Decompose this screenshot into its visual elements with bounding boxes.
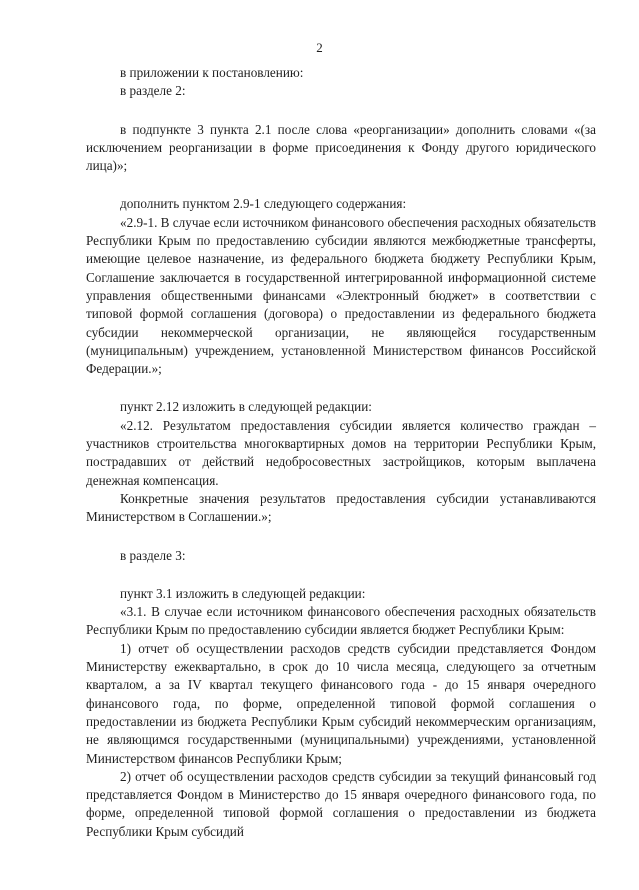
document-body bbox=[86, 64, 596, 841]
paragraph: пункт 3.1 изложить в следующей редакции: bbox=[120, 585, 366, 601]
paragraph: пункт 2.12 изложить в следующей редакции: bbox=[120, 399, 372, 415]
spacer bbox=[86, 101, 596, 121]
paragraph: 2) отчет об осуществлении расходов средств субсидии за текущий финансовый год представляется Фондом в Министерство до 15 января очередного финансового года, по форме, определенной типовой формой соглашения о предоставлении из бюджета Республики Крым субсидий bbox=[86, 768, 596, 839]
paragraph: в разделе 2: bbox=[120, 83, 186, 99]
spacer bbox=[86, 527, 596, 547]
paragraph: «3.1. В случае если источником финансового обеспечения расходных обязательств Республики Крым по предоставлению субсидии является бюджет Республики Крым: bbox=[86, 604, 596, 638]
spacer bbox=[86, 175, 596, 195]
page-number: 2 bbox=[316, 40, 323, 55]
paragraph: в подпункте 3 пункта 2.1 после слова «реорганизации» дополнить словами «(за исключением реорганизации в форме присоединения к Фонду другого юридического лица)»; bbox=[86, 121, 596, 174]
paragraph: в приложении к постановлению: bbox=[120, 65, 304, 80]
paragraph: дополнить пунктом 2.9-1 следующего содержания: bbox=[120, 196, 407, 212]
paragraph: «2.12. Результатом предоставления субсидии является количество граждан – участников строительства многоквартирных домов на территории Республики Крым, пострадавших от действий недобросовестных застройщиков, которым выплачена денежная компенсация. bbox=[86, 417, 596, 488]
spacer bbox=[86, 378, 596, 398]
paragraph: «2.9-1. В случае если источником финансового обеспечения расходных обязательств Республики Крым по предоставлению субсидии являются межбюджетные трансферты, имеющие целевое назначение, из федерального бюджета бюджету Республики Крым, Соглашение заключается в государственной интегрированной информационной системе управления общественными финансами «Электронный бюджет» в соответствии с типовой формой соглашения (договора) о предоставлении из федерального бюджета субсидии некоммерческой организации, не являющейся государственным (муниципальным) учреждением, установленной Министерством финансов Российской Федерации.»; bbox=[86, 214, 596, 377]
paragraph: в разделе 3: bbox=[120, 547, 186, 563]
paragraph: 1) отчет об осуществлении расходов средств субсидии представляется Фондом Министерству ежеквартально, в срок до 10 числа месяца, следующего за отчетным кварталом, а за IV квартал текущего финансового года - до 15 января очередного финансового года, по форме, определенной типовой формой соглашения о предоставлении из бюджета Республики Крым субсидий некоммерческим организациям, не являющимся государственными (муниципальными) учреждениями, установленной Министерством финансов Республики Крым; bbox=[86, 640, 596, 766]
paragraph: Конкретные значения результатов предоставления субсидии устанавливаются Министерством в Соглашении.»; bbox=[86, 490, 596, 525]
spacer bbox=[86, 565, 596, 585]
